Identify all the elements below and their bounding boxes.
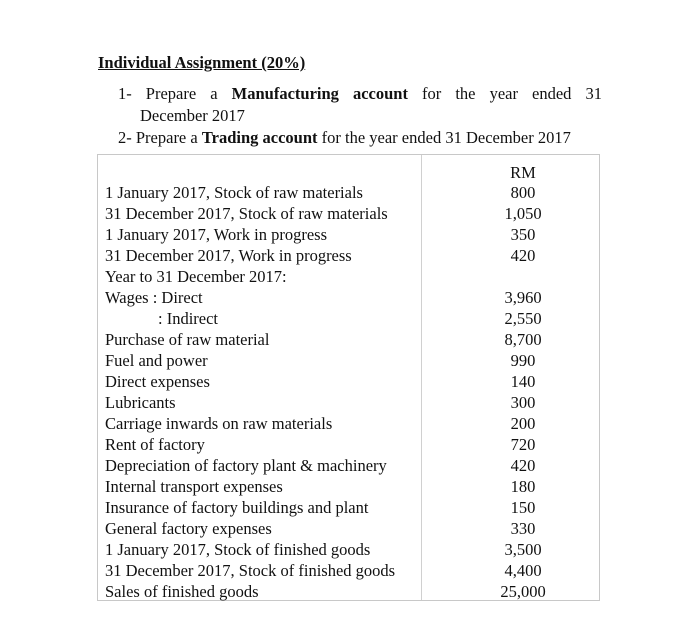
row-amount: 990 bbox=[510, 351, 536, 370]
task-1-continuation: December 2017 bbox=[140, 106, 245, 125]
table-row bbox=[98, 182, 599, 203]
row-amount: 350 bbox=[510, 225, 536, 244]
row-amount: 150 bbox=[510, 498, 536, 517]
row-label: Sales of finished goods bbox=[105, 582, 259, 601]
task-2-suffix: for the year ended 31 December 2017 bbox=[317, 128, 571, 147]
table-row bbox=[98, 308, 599, 329]
table-row bbox=[98, 371, 599, 392]
table-row bbox=[98, 245, 599, 266]
row-label: Direct expenses bbox=[105, 372, 210, 391]
row-amount: 200 bbox=[510, 414, 536, 433]
table-row bbox=[98, 539, 599, 560]
row-label: Lubricants bbox=[105, 393, 176, 412]
assignment-heading: Individual Assignment (20%) bbox=[98, 53, 306, 72]
table-row bbox=[98, 434, 599, 455]
task-2-prefix: 2- Prepare a bbox=[118, 128, 202, 147]
row-label: 31 December 2017, Stock of finished goods bbox=[105, 561, 396, 580]
row-label: 31 December 2017, Work in progress bbox=[105, 246, 352, 265]
row-amount: 140 bbox=[510, 372, 536, 391]
task-1-bold: Manufacturing account bbox=[231, 84, 408, 103]
table-row bbox=[98, 518, 599, 539]
table-row bbox=[98, 560, 599, 581]
task-1 bbox=[118, 84, 602, 104]
table-row bbox=[98, 287, 599, 308]
table-rows bbox=[98, 182, 599, 602]
row-label: Rent of factory bbox=[105, 435, 205, 454]
task-1-prefix: 1- Prepare a bbox=[118, 84, 232, 103]
currency-header: RM bbox=[510, 163, 536, 182]
row-amount: 2,550 bbox=[504, 309, 542, 328]
table-row bbox=[98, 581, 599, 602]
row-label: Internal transport expenses bbox=[105, 477, 283, 496]
row-amount: 300 bbox=[510, 393, 536, 412]
row-label: Insurance of factory buildings and plant bbox=[105, 498, 369, 517]
task-2-bold: Trading account bbox=[201, 128, 318, 147]
table-row bbox=[98, 497, 599, 518]
row-amount: 330 bbox=[510, 519, 536, 538]
row-label: Year to 31 December 2017: bbox=[105, 267, 287, 286]
row-amount: 420 bbox=[510, 246, 536, 265]
accounts-table bbox=[97, 154, 600, 601]
table-row bbox=[98, 413, 599, 434]
table-row bbox=[98, 350, 599, 371]
table-row bbox=[98, 224, 599, 245]
row-label: Carriage inwards on raw materials bbox=[105, 414, 333, 433]
row-amount: 1,050 bbox=[504, 204, 542, 223]
row-label: 1 January 2017, Work in progress bbox=[105, 225, 328, 244]
row-label: 31 December 2017, Stock of raw materials bbox=[105, 204, 388, 223]
task-1-suffix: for the year ended 31 bbox=[407, 84, 602, 103]
table-row bbox=[98, 476, 599, 497]
table-row bbox=[98, 455, 599, 476]
row-amount: 3,960 bbox=[504, 288, 542, 307]
row-amount: 800 bbox=[510, 183, 536, 202]
row-label: Fuel and power bbox=[105, 351, 208, 370]
row-amount: 720 bbox=[510, 435, 536, 454]
row-label: Depreciation of factory plant & machinery bbox=[105, 456, 387, 475]
row-label: 1 January 2017, Stock of raw materials bbox=[105, 183, 363, 202]
table-row bbox=[98, 392, 599, 413]
table-row bbox=[98, 203, 599, 224]
row-label: : Indirect bbox=[158, 309, 219, 328]
row-amount: 180 bbox=[510, 477, 536, 496]
row-amount: 25,000 bbox=[500, 582, 546, 601]
table-row bbox=[98, 266, 599, 287]
row-amount: 3,500 bbox=[504, 540, 542, 559]
row-label: Wages : Direct bbox=[105, 288, 203, 307]
row-amount: 4,400 bbox=[504, 561, 542, 580]
row-label: General factory expenses bbox=[105, 519, 272, 538]
row-amount: 8,700 bbox=[504, 330, 542, 349]
row-label: 1 January 2017, Stock of finished goods bbox=[105, 540, 371, 559]
row-amount: 420 bbox=[510, 456, 536, 475]
task-2 bbox=[118, 128, 571, 148]
table-row bbox=[98, 329, 599, 350]
row-label: Purchase of raw material bbox=[105, 330, 270, 349]
